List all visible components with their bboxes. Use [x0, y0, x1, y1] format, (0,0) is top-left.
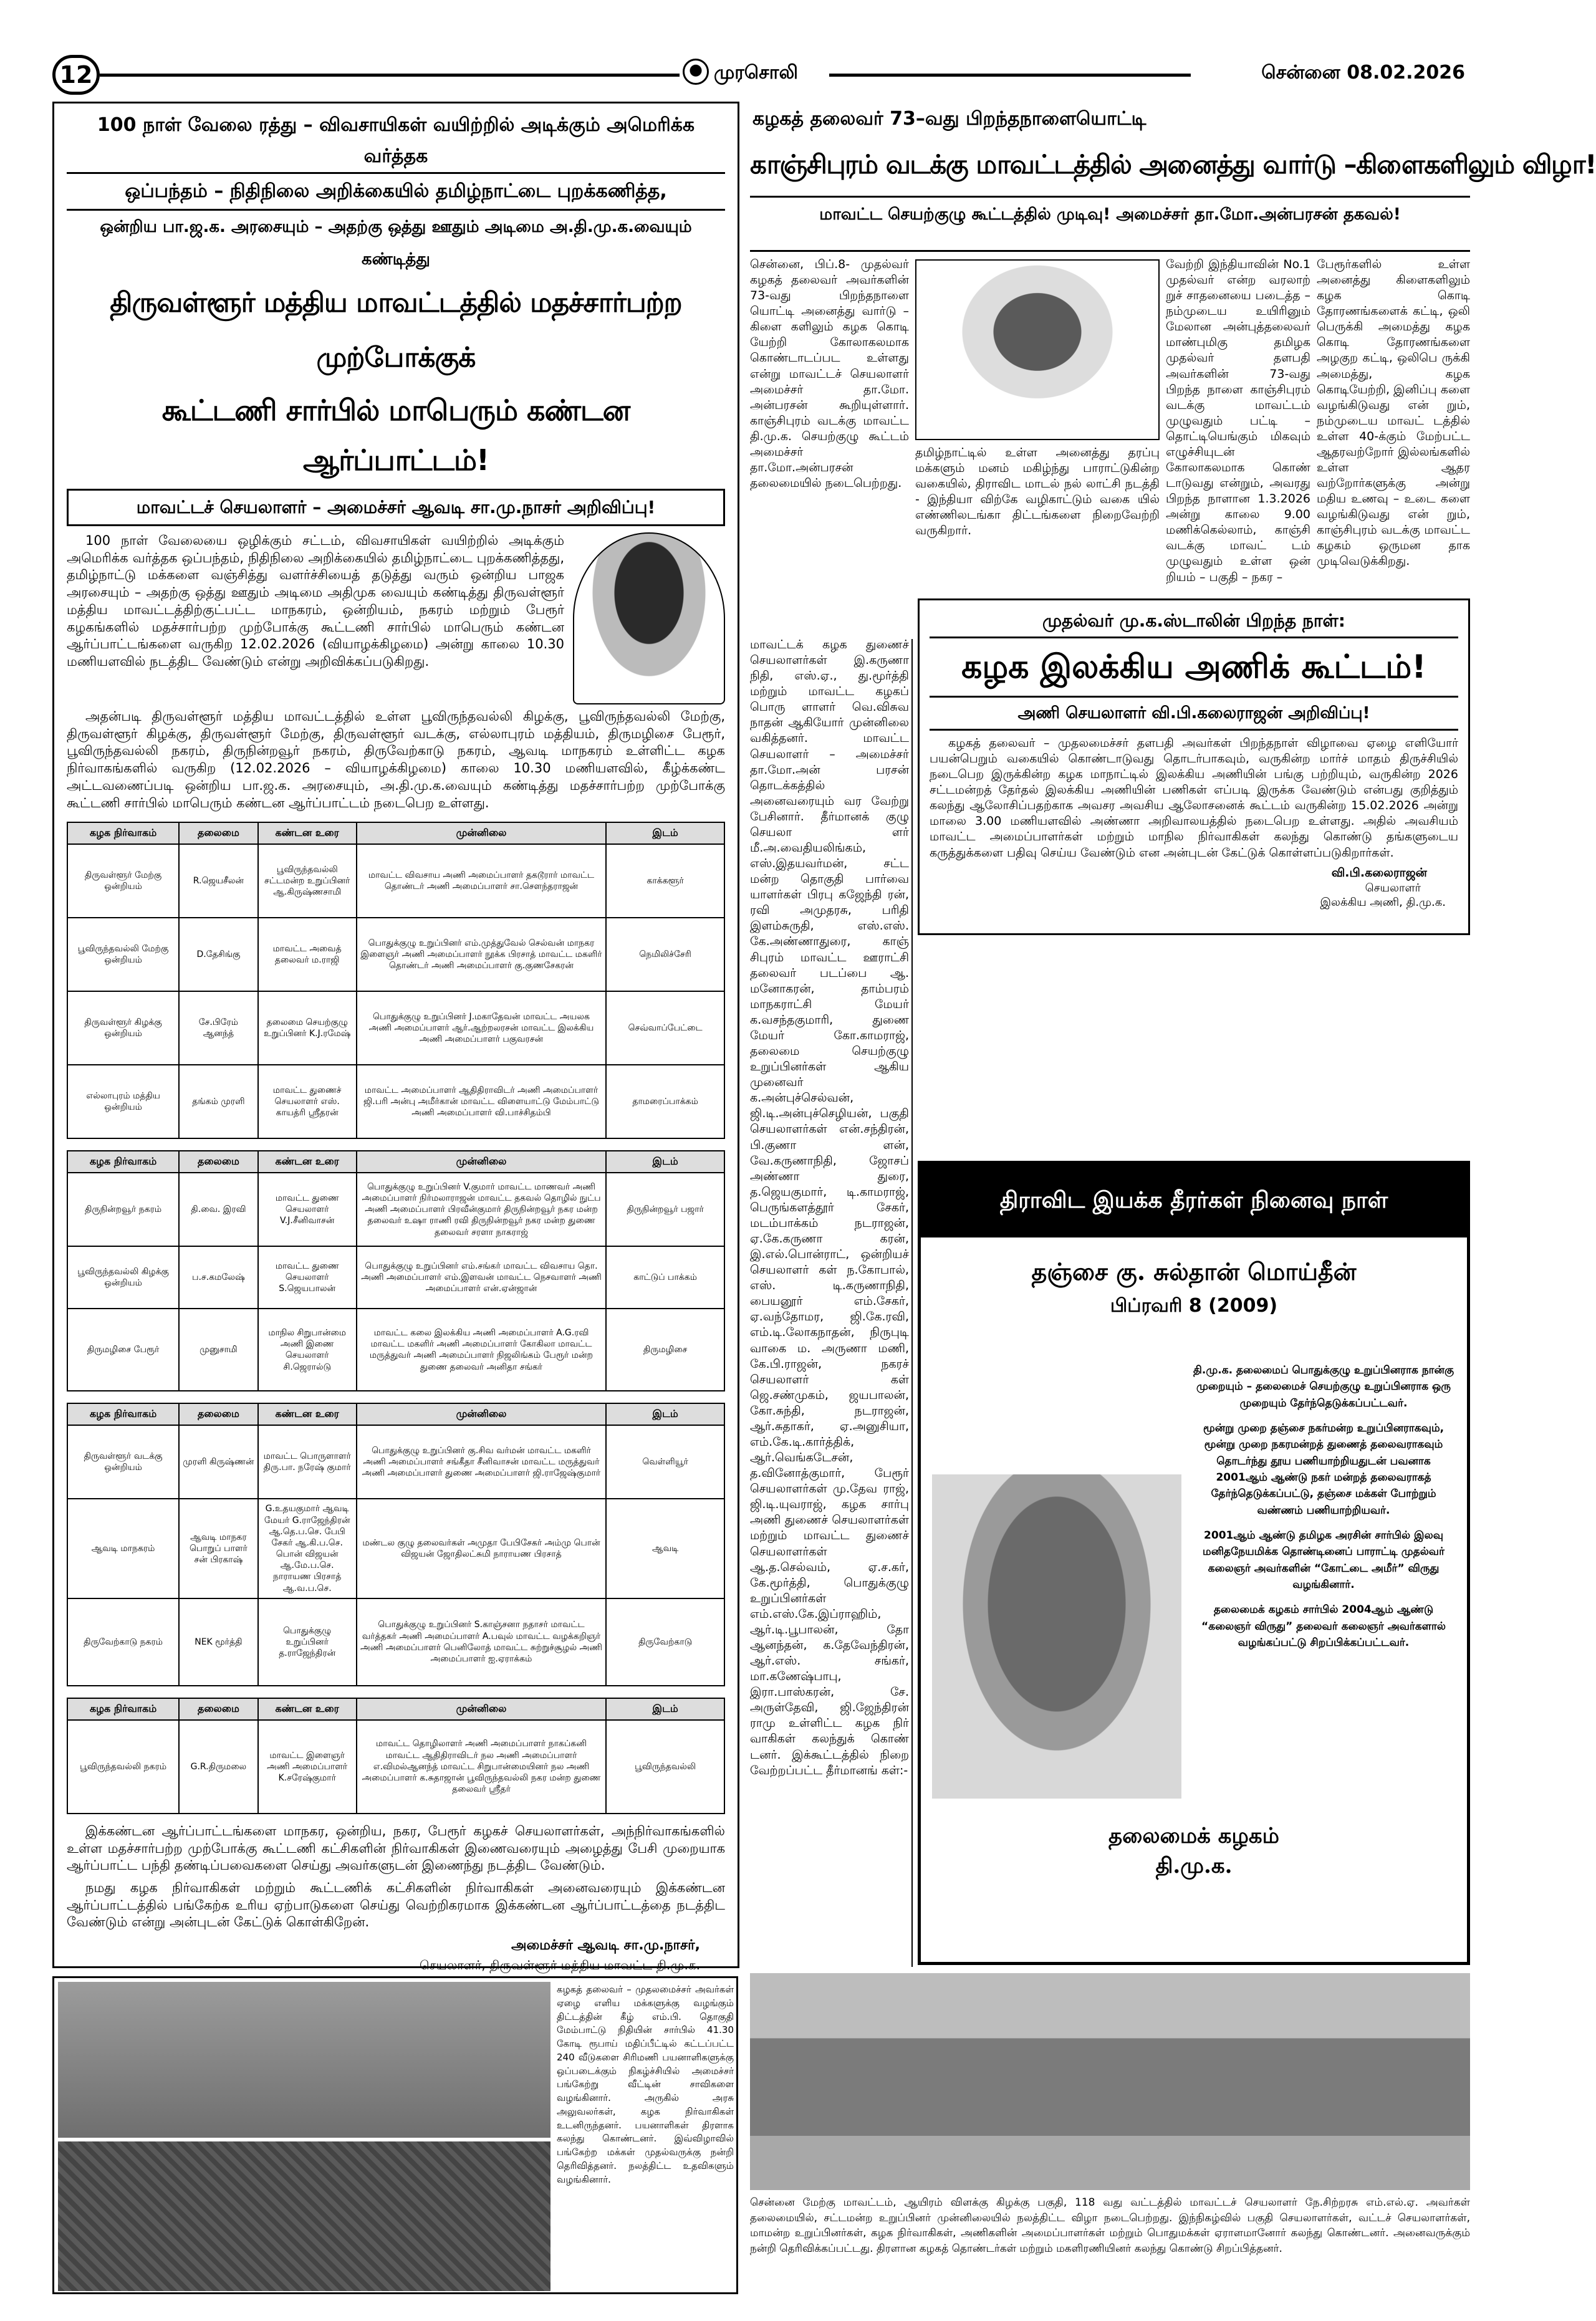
literary-sign-name: வி.பி.கலைராஜன் — [1331, 865, 1427, 880]
literary-sign-line2: இலக்கிய அணி, தி.மு.க. — [1320, 895, 1446, 909]
left-kicker-2: ஒப்பந்தம் – நிதிநிலை அறிக்கையில் தமிழ்நாட்டை புறக்கணித்த, — [67, 174, 725, 211]
housing-event-photo-1 — [58, 1982, 550, 2138]
paper-name: முரசொலி — [714, 62, 798, 84]
table-row: பூவிருந்தவல்லி மேற்கு ஒன்றியம் D.தேசிங்கு மாவட்ட அவைத் தலைவர் ம.ராஜி பொதுக்குழு உறுப்பினர் எம்.முத்துவேல் செல்வன் மாநகர இளைஞர் அணி அமைப்பாளர் நூக்க பிரசாத் மாவட்ட மகளிர் தொண்டர் அணி அமைப்பாளர் கு.குணசேகரன் நெமிலிச்சேரி — [67, 918, 724, 991]
table-row: திருவள்ளூர் வடக்கு ஒன்றியம் முரளி கிருஷ்ணன் மாவட்ட பொருளாளர் திரு.பா. நரேஷ் குமார் பொதுக்குழு உறுப்பினர் கு.சிவ வர்மன் மாவட்ட மகளிர் அணி அமைப்பாளர் சங்கீதா சீனிவாசன் மாவட்ட மருத்துவர் அணி அமைப்பாளர் துணை அமைப்பாளர் ஜி.ராஜேஷ்குமார் வெள்ளியூர் — [67, 1425, 724, 1499]
bottom-right-caption: சென்னை மேற்கு மாவட்டம், ஆயிரம் விளக்கு கிழக்கு பகுதி, 118 வது வட்டத்தில் மாவட்டச் செயலாளர் நே.சிற்றரசு எம்.எல்.ஏ. அவர்கள் தலைமையில், சட்டமன்ற உறுப்பினர் முன்னிலையில் நலத்திட்ட விழா நடைபெற்றது. இந்நிகழ்வில் பகுதி செயலாளர்கள், வட்டச் செயலாளர்கள், மாமன்ற உறுப்பினர்கள், கழக நிர்வாகிகள், அணிகளின் அமைப்பாளர்கள் மற்றும் பொதுமக்கள் ஏராளமானோர் கலந்து கொண்டனர். அனைவருக்கும் நன்றி தெரிவிக்கப்பட்டது. திரளான கழகத் தொண்டர்கள் மற்றும் மகளிரணியினர் கலந்து கொண்டு சிறப்பித்தனர். — [750, 2196, 1470, 2255]
memorial-sign-2: தி.மு.க. — [1155, 1853, 1233, 1878]
memorial-name: தஞ்சை கு. சுல்தான் மொய்தீன் — [1031, 1257, 1357, 1285]
left-article — [52, 102, 739, 1973]
right-subhead: மாவட்ட செயற்குழு கூட்டத்தில் முடிவு! அமைச்சர் தா.மோ.அன்பரசன் தகவல்! — [750, 196, 1470, 231]
table-row: திருவள்ளூர் கிழக்கு ஒன்றியம் சே.பிரேம் ஆனந்த் தலைமை செயற்குழு உறுப்பினர் K.J.ரமேஷ் பொதுக்குழு உறுப்பினர் J.மகாதேவன் மாவட்ட அயலக அணி அமைப்பாளர் ஆர்.ஆற்றலரசன் மாவட்ட இலக்கிய அணி அமைப்பாளர் பகுவரசன் செவ்வாப்பேட்டை — [67, 991, 724, 1065]
left-kicker-1: 100 நாள் வேலை ரத்து – விவசாயிகள் வயிற்றில் அடிக்கும் அமெரிக்க வர்த்தக — [67, 110, 725, 174]
th-speech: கண்டன உரை — [258, 822, 357, 844]
page-number-badge — [52, 55, 100, 95]
right-body-col2: தமிழ்நாட்டில் உள்ள அனைத்து தரப்பு மக்களும் மனம் மகிழ்ந்து பாராட்டுகின்ற வகையில், திராவிட மாடல் நல் லாட்சி நடத்தி - இந்தியா விற்கே வழிகாட்டும் வகை யில் எண்ணிலடங்கா திட்டங்களை நிறைவேற்றி வருகிறார். — [915, 446, 1160, 538]
left-kicker-3: ஒன்றிய பா.ஜ.க. அரசையும் – அதற்கு ஒத்து ஊதும் அடிமை அ.தி.மு.க.வையும் கண்டித்து — [100, 218, 692, 269]
program-table-1 — [67, 822, 725, 1139]
literary-sign-line1: செயலாளர் — [1365, 881, 1421, 895]
right-headline: காஞ்சிபுரம் வடக்கு மாவட்டத்தில் அனைத்து வார்டு –கிளைகளிலும் விழா! — [750, 149, 1596, 180]
left-headline-2: கூட்டணி சார்பில் மாபெரும் கண்டன ஆர்ப்பாட்டம்! — [161, 393, 630, 477]
th-venue: இடம் — [606, 822, 724, 844]
right-body-col4: பேரூர்களில் உள்ள அனைத்து கிளைகளிலும் கழக கொடி தோரணங்களைக் கட்டி, ஒலி பெருக்கி அமைத்து கழக கொடி தோரணங்களை அழகுற கட்டி, ஒலிபெ ருக்கி அமைத்து, கழக கொடியேற்றி, இனிப்பு களை வழங்கிடுவது என் றும், நம்முடைய மாவட் டத்தில் உள்ள 40-க்கும் மேற்பட்ட ஆதரவற்றோர் இல்லங்களில் உள்ள ஆதர வற்றோர்களுக்கு அன்று மதிய உணவு – உடை களை வழங்கிடுவது என் றும், காஞ்சிபுரம் வடக்கு மாவட்ட கழகம் ஒருமன தாக முடிவெடுக்கிறது. — [1317, 257, 1470, 569]
dateline: சென்னை 08.02.2026 — [1261, 62, 1465, 84]
right-body-col1: சென்னை, பிப்.8- முதல்வர் கழகத் தலைவர் அவர்களின் 73-வது பிறந்தநாளை யொட்டி அனைத்து வார்டு – கிளை களிலும் கழக கொடி யேற்றி கோலாகலமாக கொண்டாடப்பட உள்ளது என்று மாவட்டச் செயலாளர் அமைச்சர் தா.மோ. அன்பரசன் கூறியுள்ளார். காஞ்சிபுரம் வடக்கு மாவட்ட தி.மு.க. செயற்குழு கூட்டம் அமைச்சர் தா.மோ.அன்பரசன் தலைமையில் நடைபெற்றது. — [750, 257, 909, 491]
literary-headline: கழக இலக்கிய அணிக் கூட்டம்! — [930, 637, 1458, 698]
ward-event-photo — [750, 1973, 1470, 2190]
left-subhead: மாவட்டச் செயலாளர் – அமைச்சர் ஆவடி சா.மு.நாசர் அறிவிப்பு! — [67, 489, 725, 526]
memorial-para2: மூன்று முறை தஞ்சை நகர்மன்ற உறுப்பினராகவும், மூன்று முறை நகரமன்றத் துணைத் தலைவராகவும் தொடர்ந்து தூய பணியாற்றியதுடன் பவனாக 2001ஆம் ஆண்டு நகர் மன்றத் தலைவராகத் தேர்ந்தெடுக்கப்பட்டு, தஞ்சை மக்கள் போற்றும் வண்ணம் பணியாற்றியவர். — [1203, 1422, 1445, 1517]
literary-subhead: அணி செயலாளர் வி.பி.கலைராஜன் அறிவிப்பு! — [930, 698, 1458, 731]
table-row: திருவேற்காடு நகரம் NEK மூர்த்தி பொதுக்குழு உறுப்பினர் த.ராஜேந்திரன் பொதுக்குழு உறுப்பினர் S.காஞ்சனா நதாசர் மாவட்ட வர்த்தகர் அணி அமைப்பாளர் A.பவுல் மாவட்ட வழக்கறிஞர் அணி அமைப்பாளர் பெனிலோத் மாவட்ட சுற்றுச்சூழல் அணி அமைப்பாளர் ஐ.ஏராக்கம் திருவேற்காடு — [67, 1598, 724, 1686]
right-article-header — [750, 105, 1596, 252]
memorial-para1: தி.மு.க. தலைமைப் பொதுக்குழு உறுப்பினராக நான்கு முறையும் – தலைமைச் செயற்குழு உறுப்பினராக ஒரு முறையும் தேர்ந்தெடுக்கப்பட்டவர். — [1193, 1364, 1454, 1410]
literary-body: கழகத் தலைவர் – முதலமைச்சர் தளபதி அவர்கள் பிறந்தநாள் விழாவை ஏழை எளியோர் பயன்பெறும் வகையில் கொண்டாடுவது தொடர்பாகவும், வருகின்ற மார்ச் மாதம் திருச்சியில் நடைபெற இருக்கின்ற கழக மாநாட்டில் இலக்கிய அணியின் பங்கு பற்றியும், வருகின்ற 2026 சட்டமன்றத் தேர்தல் இலக்கிய அணியின் பணிகள் எப்படி இருக்க வேண்டும் என்பது குறித்தும் கலந்து ஆலோசிப்பதற்காக அவசர அவசிய ஆலோசனைக் கூட்டம் வருகின்ற 15.02.2026 அன்று மாலை 3.00 மணியளவில் அண்ணா அறிவாலயத்தில் நடைபெற உள்ளது. அதில் அவசியம் மாவட்ட அமைப்பாளர்கள் மற்றும் மாநில நிர்வாகிகள் கலந்து கொண்டு தங்களுடைய கருத்துக்களை பதிவு செய்ய வேண்டும் என அன்புடன் கேட்டுக் கொள்ளப்படுகிறார்கள். — [930, 736, 1458, 860]
table-row: பூவிருந்தவல்லி நகரம் G.R.திருமலை மாவட்ட இளைஞர் அணி அமைப்பாளர் K.சரேஷ்குமார் மாவட்ட தொழிலாளர் அணி அமைப்பாளர் நாகப்கனி மாவட்ட ஆதிதிராவிடர் நல அணி அமைப்பாளர் எ.விமல்ஆனந்த் மாவட்ட சிறுபான்மையினர் நல அணி அமைப்பாளர் க.சுதாஜான் பூவிருந்தவல்லி நகர மன்ற துணை தலைவர் ஸ்ரீதர் பூவிருந்தவல்லி — [67, 1720, 724, 1814]
left-closing-2: நமது கழக நிர்வாகிகள் மற்றும் கூட்டணிக் கட்சிகளின் நிர்வாகிகள் அனைவரையும் இக்கண்டன ஆர்ப்பாட்டத்தில் பங்கேற்க உரிய ஏற்பாடுகளை செய்து வெற்றிகரமாக இக்கண்டன ஆர்ப்பாட்டத்தை நடத்திட வேண்டும் என்று அன்புடன் கேட்டுக் கொள்கிறேன். — [67, 1880, 725, 1930]
left-intro: 100 நாள் வேலையை ஒழிக்கும் சட்டம், விவசாயிகள் வயிற்றில் அடிக்கும் அமெரிக்க வர்த்தக ஒப்பந்தம், நிதிநிலை அறிக்கையில் தமிழ்நாட்டை புறக்கணித்தது, தமிழ்நாட்டு மக்களை வஞ்சித்து வளர்ச்சியைத் தடுத்து வரும் ஒன்றிய பாஜக அரசையும் – அதற்கு ஒத்து ஊதும் அடிமை அதிமுக வையும் கண்டித்து திருவள்ளூர் மத்திய மாவட்டத்திற்குட்பட்ட மாநகரம், ஒன்றியம், நகரம் மற்றும் பேரூர் கழகங்களில் மதச்சார்பற்ற முற்போக்கு கூட்டணி சார்பில் மாபெரும் கண்டன ஆர்ப்பாட்டங்களை வருகிற 12.02.2026 (வியாழக்கிழமை) அன்று காலை 10.30 மணியளவில் நடத்திட வேண்டும் என்று அறிவிக்கப்படுகிறது. — [67, 533, 564, 670]
memorial-sign-1: தலைமைக் கழகம் — [1108, 1824, 1279, 1848]
memorial-para4: தலைமைக் கழகம் சார்பில் 2004ஆம் ஆண்டு “கலைஞர் விருது” தலைவர் கலைஞர் அவர்களால் வழங்கப்பட்டு சிறப்பிக்கப்பட்டவர். — [1201, 1603, 1446, 1650]
masthead-rule-left — [100, 74, 680, 77]
right-body-col3: வேற்றி இந்தியாவின் No.1 முதல்வர் என்ற வரலாற் றுச் சாதனையை படைத்த – நம்முடைய உயிரினும் மேலான அன்புத்தலைவர் மாண்புமிகு தமிழக முதல்வர் தளபதி அவர்களின் 73-வது பிறந்த நாளை காஞ்சிபுரம் வடக்கு மாவட்டம் முழுவதும் பட்டி – தொட்டியெங்கும் மிகவும் எழுச்சியுடன் கோலாகலமாக கொண் டாடுவது என்றும், அவரது பிறந்த நாளான 1.3.2026 அன்று காலை 9.00 மணிக்கெல்லாம், காஞ்சி வடக்கு மாவட் டம் முழுவதும் உள்ள ஒன் றியம் – பகுதி – நகர – — [1166, 257, 1310, 584]
left-closing-1: இக்கண்டன ஆர்ப்பாட்டங்களை மாநகர, ஒன்றிய, நகர, பேரூர் கழகச் செயலாளர்கள், அந்நிர்வாகங்களில் உள்ள மதச்சார்பற்ற முற்போக்கு கூட்டணி கட்சிகளின் நிர்வாகிகள் இணைவரையும் அழைத்து பேசி முறையாக ஆர்ப்பாட்ட பந்தி தண்டிப்பவைகளை செய்து அவர்களுடன் இணைந்து நடத்திட வேண்டும். — [67, 1823, 725, 1873]
table-row: பூவிருந்தவல்லி கிழக்கு ஒன்றியம் ப.ச.கமலேஷ் மாவட்ட துணை செயலாளர் S.ஜெயபாலன் பொதுக்குழு உறுப்பினர் எம்.சங்கர் மாவட்ட விவசாய தொ. அணி அமைப்பாளர் எம்.இளவன் மாவட்ட நெசவாளர் அணி அமைப்பாளர் என்.ஏன்ஜான் காட்டுப் பாக்கம் — [67, 1246, 724, 1309]
program-table-2: கழக நிர்வாகம் தலைமை கண்டன உரை முன்னிலை இடம் திருநின்றவூர் நகரம் தி.வை. இரவி மாவட்ட துணை செயலாளர் V.J.சீனிவாசன் பொதுக்குழு உறுப்பினர் V.குமார் மாவட்ட மாணவர் அணி அமைப்பாளர் நிர்மலாராஜன் மாவட்ட தகவல் தொழில் நுட்ப அணி அமைப்பாளர் பிரவீன்குமார் திருநின்றவூர் நகர மன்ற தலைவர் உஷா ராணி ரவி திருநின்றவூர் நகர மன்ற துணை தலைவர் சரளா நாகராஜ் திருநின்றவூர் பஜார் பூவிருந்தவல்லி கிழக்கு ஒன்றியம் ப.ச.கமலேஷ் மாவட்ட துணை செயலாளர் S.ஜெயபாலன் பொதுக்குழு உறுப்பினர் எம்.சங்கர் மாவட்ட விவசாய தொ. அணி அமைப்பாளர் எம்.இளவன் மாவட்ட நெசவாளர் அணி அமைப்பாளர் என்.ஏன்ஜான் காட்டுப் பாக்கம் திருமழிசை பேரூர் முனுசாமி மாநில சிறுபான்மை அணி இணை செயலாளர் சி.ஜெரால்டு மாவட்ட கலை இலக்கிய அணி அமைப்பாளர் A.G.ரவி மாவட்ட மகளிர் அணி அமைப்பாளர் கோகிலா மாவட்ட மருத்துவர் அணி அமைப்பாளர் நிஜலிங்கம் பேரூர் மன்ற துணை தலைவர் அனிதா சங்கர் திருமழிசை — [67, 1150, 725, 1391]
left-headline-1: திருவள்ளூர் மத்திய மாவட்டத்தில் மதச்சார்பற்ற முற்போக்குக் — [110, 287, 682, 373]
right-column-rule — [911, 639, 913, 1967]
bottom-right-photo-block — [750, 1973, 1470, 2297]
literary-kicker: முதல்வர் மு.க.ஸ்டாலின் பிறந்த நாள்: — [1042, 610, 1346, 631]
th-presence: முன்னிலை — [357, 822, 607, 844]
th-lead: தலைமை — [179, 822, 257, 844]
right-kicker: கழகத் தலைவர் 73–வது பிறந்தநாளையொட்டி — [752, 108, 1147, 130]
th-admin: கழக நிர்வாகம் — [67, 822, 179, 844]
left-body: அதன்படி திருவள்ளூர் மத்திய மாவட்டத்தில் உள்ள பூவிருந்தவல்லி கிழக்கு, பூவிருந்தவல்லி மேற்கு, திருவள்ளூர் கிழக்கு, திருவள்ளூர் மேற்கு, திருவள்ளூர் வடக்கு, எல்லாபுரம் மத்தியம், திருமழிசை பேரூர், பூவிருந்தவல்லி நகரம், திருநின்றவூர் நகரம், திருவேற்காடு நகரம், ஆவடி மாநகரம் உள்ளிட்ட கழக நிர்வாகங்களில் வருகிற (12.02.2026 – வியாழக்கிழமை) காலை 10.30 மணியளவில், கீழ்க்கண்ட அட்டவணைப்படி ஒன்றிய பா.ஜ.க. அரசையும், அ.தி.மு.க.வையும் கண்டித்து மதச்சார்பற்ற முற்போக்கு கூட்டணி சார்பில் மாபெரும் கண்டன ஆர்ப்பாட்டம் நடைபெற உள்ளது. — [67, 709, 725, 810]
anbarasan-portrait-photo — [915, 259, 1160, 440]
left-signature-name: அமைச்சர் ஆவடி சா.மு.நாசர், — [511, 1938, 700, 1954]
housing-event-photo-2 — [58, 2141, 550, 2291]
left-signature-title: செயலாளர், திருவள்ளூர் மத்திய மாவட்ட தி.மு.க. — [419, 1958, 700, 1973]
page-number: 12 — [59, 61, 93, 89]
bottom-left-photo-block — [52, 1976, 738, 2294]
program-table-3: கழக நிர்வாகம் தலைமை கண்டன உரை முன்னிலை இடம் திருவள்ளூர் வடக்கு ஒன்றியம் முரளி கிருஷ்ணன் மாவட்ட பொருளாளர் திரு.பா. நரேஷ் குமார் பொதுக்குழு உறுப்பினர் கு.சிவ வர்மன் மாவட்ட மகளிர் அணி அமைப்பாளர் சங்கீதா சீனிவாசன் மாவட்ட மருத்துவர் அணி அமைப்பாளர் துணை அமைப்பாளர் ஜி.ராஜேஷ்குமார் வெள்ளியூர் ஆவடி மாநகரம் ஆவடி மாநகர பொறுப் பாளர் சன் பிரகாஷ் G.உதயகுமார் ஆவடி மேயர் G.ராஜேந்திரன் ஆ.தெ.ப.செ. பேபி சேகர் ஆ.கி.ப.செ. பொன் விஜயன் ஆ.மே.ப.செ. நாராயண பிரசாத் ஆ.வ.ப.செ. மண்டல குழு தலைவர்கள் அமுதா பேபிசேகர் அம்மு பொன் விஜயன் ஜோதிலட்சுமி நாராயண பிரசாத் ஆவடி திருவேற்காடு நகரம் NEK மூர்த்தி பொதுக்குழு உறுப்பினர் த.ராஜேந்திரன் பொதுக்குழு உறுப்பினர் S.காஞ்சனா நதாசர் மாவட்ட வர்த்தகர் அணி அமைப்பாளர் A.பவுல் மாவட்ட வழக்கறிஞர் அணி அமைப்பாளர் பெனிலோத் மாவட்ட சுற்றுச்சூழல் அணி அமைப்பாளர் ஐ.ஏராக்கம் திருவேற்காடு — [67, 1403, 725, 1686]
masthead-rule-right — [829, 74, 1191, 77]
literary-wing-box — [918, 598, 1470, 935]
memorial-date: பிப்ரவரி 8 (2009) — [1110, 1295, 1278, 1317]
bottom-left-caption: கழகத் தலைவர் – முதலமைச்சர் அவர்கள் ஏழை எளிய மக்களுக்கு வழங்கும் திட்டத்தின் கீழ் எம்.பி. தொகுதி மேம்பாட்டு நிதியின் சார்பில் 41.30 கோடி ரூபாய் மதிப்பீட்டில் கட்டப்பட்ட 240 வீடுகளை சிரிமணி பயனாளிகளுக்கு ஒப்படைக்கும் நிகழ்ச்சியில் அமைச்சர் பங்கேற்று வீட்டின் சாவிகளை வழங்கினார். அருகில் அரசு அலுவலர்கள், கழக நிர்வாகிகள் உடனிருந்தனர். பயனாளிகள் திரளாக கலந்து கொண்டனர். இவ்விழாவில் பங்கேற்ற மக்கள் முதல்வருக்கு நன்றி தெரிவித்தனர். நலத்திட்ட உதவிகளும் வழங்கினார். — [557, 1984, 734, 2185]
paper-logo-icon — [683, 59, 709, 85]
memorial-portrait-photo — [932, 1474, 1181, 1799]
memorial-para3: 2001ஆம் ஆண்டு தமிழக அரசின் சார்பில் இலவு மனிதநேயமிக்க தொண்டினைப் பாராட்டி முதல்வர் கலைஞர் அவர்களின் “கோட்டை அமீர்” விருது வழங்கினார். — [1203, 1529, 1445, 1592]
right-body-continued: மாவட்டக் கழக துணைச் செயலாளர்கள் இ.கருணா நிதி, எஸ்.ஏ., து.மூர்த்தி மற்றும் மாவட்ட கழகப் பொரு ளாளர் வெ.விசுவ நாதன் ஆகியோர் முன்னிலை வகித்தனர். மாவட்ட செயலாளர் – அமைச்சர் தா.மோ.அன் பரசன் தொடக்கத்தில் அனைவரையும் வர வேற்று பேசினார். தீர்மானக் குழு செயலா ளர் மீ.அ.வைதியலிங்கம், எஸ்.இதயவர்மன், சட்ட மன்ற தொகுதி பார்வை யாளர்கள் பிரபு கஜேந்தி ரன், ரவி அமுதரசு, பரிதி இளம்சுருதி, எஸ்.எஸ். கே.அண்ணாதுரை, காஞ் சிபுரம் மாவட்ட ஊராட்சி தலைவர் படப்பை ஆ. மனோகரன், தாம்பரம் மாநகராட்சி மேயர் க.வசந்தகுமாரி, துணை மேயர் கோ.காமராஜ், தலைமை செயற்குழு உறுப்பினர்கள் ஆகிய முனைவர் க.அன்புச்செல்வன், ஜி.டி.அன்புச்செழியன், பகுதி செயலாளர்கள் என்.சந்திரன், பி.குணா ளன், வே.கருணாநிதி, ஜோசப் அண்ணா துரை, த.ஜெயகுமார், டி.காமராஜ், பெருங்களத்தூர் சேகர், மடம்பாக்கம் நடராஜன், ஏ.கே.கருணா கரன், இ.எல்.பொன்ராட், ஒன்றியச் செயலாளர் கள் ந.கோபால், எஸ். டி.கருணாநிதி, பையனூர் எம்.சேகர், ஏ.வந்தோமர, ஜி.கே.ரவி, எம்.டி.லோகநாதன், நிருபுடி வாகை ம. அருணா மணி, கே.பி.ராஜன், நகரச் செயலாளர் கள் ஜெ.சண்முகம், ஜயபாலன், கோ.சுந்தி, நடராஜன், ஆர்.சுதாகர், ஏ.அனுசியா, எம்.கே.டி.கார்த்திக், ஆர்.வெங்கடேசன், த.வினோத்குமார், பேரூர் செயலாளர்கள் மு.தேவ ராஜ், ஜி.டி.யுவராஜ், கழக சார்பு அணி துணைச் செயலாளர்கள் மற்றும் மாவட்ட துணைச் செயலாளர்கள் ஆ.த.செல்வம், ஏ.ச.கர், கே.மூர்த்தி, பொதுக்குழு உறுப்பினர்கள் எம்.எஸ்.கே.இப்ராஹிம், ஆர்.டி.பூபாலன், தோ ஆனந்தன், க.தேவேந்திரன், ஆர்.எஸ். சங்கர், மா.கணேஷ்பாபு, இரா.பாஸ்கரன், சே. அருள்தேவி, ஜி.ஜேந்திரன் ராமு உள்ளிட்ட கழக நிர் வாகிகள் கலந்துக் கொண் டனர். இக்கூட்டத்தில் நிறை வேற்றப்பட்ட தீர்மானங் கள்:- — [750, 638, 909, 1777]
memorial-banner: திராவிட இயக்க தீரர்கள் நினைவு நாள் — [921, 1164, 1467, 1237]
table-row: திருநின்றவூர் நகரம் தி.வை. இரவி மாவட்ட துணை செயலாளர் V.J.சீனிவாசன் பொதுக்குழு உறுப்பினர் V.குமார் மாவட்ட மாணவர் அணி அமைப்பாளர் நிர்மலாராஜன் மாவட்ட தகவல் தொழில் நுட்ப அணி அமைப்பாளர் பிரவீன்குமார் திருநின்றவூர் நகர மன்ற தலைவர் உஷா ராணி ரவி திருநின்றவூர் நகர மன்ற துணை தலைவர் சரளா நாகராஜ் திருநின்றவூர் பஜார் — [67, 1173, 724, 1246]
table-row: எல்லாபுரம் மத்திய ஒன்றியம் தங்கம் முரளி மாவட்ட துணைச் செயலாளர் எஸ். காயத்ரி ஸ்ரீதரன் மாவட்ட அமைப்பாளர் ஆதிதிராவிடர் அணி அமைப்பாளர் ஜி.பரி அன்பு அமீர்கான் மாவட்ட விளையாட்டு மேம்பாட்டு அணி அமைப்பாளர் வி.பாச்சிதம்பி தாமரைப்பாக்கம் — [67, 1065, 724, 1138]
nasar-portrait-photo — [573, 532, 725, 704]
table-row: திருவள்ளூர் மேற்கு ஒன்றியம் R.ஜெயசீலன் பூவிருந்தவல்லி சட்டமன்ற உறுப்பினர் ஆ.கிருஷ்ணசாமி மாவட்ட விவசாய அணி அமைப்பாளர் தகடூரார் மாவட்ட தொண்டர் அணி அமைப்பாளர் சா.செளந்தராஜன் காக்களூர் — [67, 844, 724, 918]
table-row: ஆவடி மாநகரம் ஆவடி மாநகர பொறுப் பாளர் சன் பிரகாஷ் G.உதயகுமார் ஆவடி மேயர் G.ராஜேந்திரன் ஆ.தெ.ப.செ. பேபி சேகர் ஆ.கி.ப.செ. பொன் விஜயன் ஆ.மே.ப.செ. நாராயண பிரசாத் ஆ.வ.ப.செ. மண்டல குழு தலைவர்கள் அமுதா பேபிசேகர் அம்மு பொன் விஜயன் ஜோதிலட்சுமி நாராயண பிரசாத் ஆவடி — [67, 1499, 724, 1598]
table-row: திருமழிசை பேரூர் முனுசாமி மாநில சிறுபான்மை அணி இணை செயலாளர் சி.ஜெரால்டு மாவட்ட கலை இலக்கிய அணி அமைப்பாளர் A.G.ரவி மாவட்ட மகளிர் அணி அமைப்பாளர் கோகிலா மாவட்ட மருத்துவர் அணி அமைப்பாளர் நிஜலிங்கம் பேரூர் மன்ற துணை தலைவர் அனிதா சங்கர் திருமழிசை — [67, 1309, 724, 1391]
program-table-4: கழக நிர்வாகம் தலைமை கண்டன உரை முன்னிலை இடம் பூவிருந்தவல்லி நகரம் G.R.திருமலை மாவட்ட இளைஞர் அணி அமைப்பாளர் K.சரேஷ்குமார் மாவட்ட தொழிலாளர் அணி அமைப்பாளர் நாகப்கனி மாவட்ட ஆதிதிராவிடர் நல அணி அமைப்பாளர் எ.விமல்ஆனந்த் மாவட்ட சிறுபான்மையினர் நல அணி அமைப்பாளர் க.சுதாஜான் பூவிருந்தவல்லி நகர மன்ற துணை தலைவர் ஸ்ரீதர் பூவிருந்தவல்லி — [67, 1698, 725, 1814]
memorial-box — [918, 1161, 1470, 1965]
